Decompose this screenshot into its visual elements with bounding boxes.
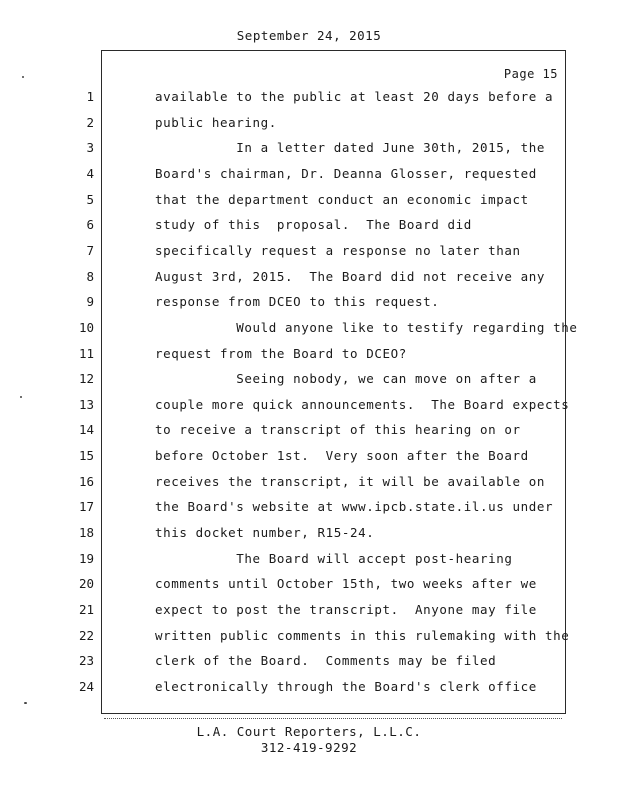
line-text: electronically through the Board's clerk office — [155, 678, 537, 694]
line-text: before October 1st. Very soon after the Board — [155, 448, 529, 464]
line-text: that the department conduct an economic impact — [155, 191, 529, 207]
line-number: 10 — [78, 319, 94, 335]
line-text: Seeing nobody, we can move on after a — [155, 371, 537, 387]
line-number: 7 — [86, 242, 94, 258]
line-text: this docket number, R15-24. — [155, 525, 375, 541]
line-text: public hearing. — [155, 114, 277, 130]
line-number: 14 — [78, 422, 94, 438]
line-text: to receive a transcript of this hearing on or — [155, 422, 521, 438]
line-number: 3 — [86, 140, 94, 156]
line-text: specifically request a response no later than — [155, 242, 521, 258]
line-text: Would anyone like to testify regarding the — [155, 319, 578, 335]
line-text: August 3rd, 2015. The Board did not receive any — [155, 268, 546, 284]
line-number: 11 — [78, 345, 94, 361]
footer-company: L.A. Court Reporters, L.L.C. — [196, 724, 422, 739]
line-number: 20 — [78, 576, 94, 592]
line-number: 6 — [86, 217, 94, 233]
line-text: study of this proposal. The Board did — [155, 217, 472, 233]
line-text: request from the Board to DCEO? — [155, 345, 407, 361]
scan-speck — [20, 396, 22, 398]
line-number: 1 — [86, 89, 94, 104]
scan-speck — [24, 702, 27, 704]
line-number: 24 — [78, 678, 94, 694]
line-number: 16 — [78, 473, 94, 489]
line-text: available to the public at least 20 days before a — [155, 89, 554, 104]
line-number: 18 — [78, 525, 94, 541]
scan-speck — [22, 76, 24, 78]
line-number: 19 — [78, 550, 94, 566]
line-number: 2 — [86, 114, 94, 130]
line-text: response from DCEO to this request. — [155, 294, 440, 310]
line-number: 23 — [78, 653, 94, 669]
line-number: 4 — [86, 165, 94, 181]
line-text: Board's chairman, Dr. Deanna Glosser, requested — [155, 165, 537, 181]
header-date: September 24, 2015 — [236, 28, 382, 43]
line-text: written public comments in this rulemaking with the — [155, 627, 570, 643]
line-text: couple more quick announcements. The Board expects — [155, 396, 570, 412]
line-text: In a letter dated June 30th, 2015, the — [155, 140, 546, 156]
line-text: The Board will accept post-hearing — [155, 550, 513, 566]
line-text: the Board's website at www.ipcb.state.il.us under — [155, 499, 554, 515]
frame-bottom-rule — [104, 718, 562, 719]
line-text: receives the transcript, it will be available on — [155, 473, 546, 489]
page-number: Page 15 — [503, 67, 558, 81]
line-number: 15 — [78, 448, 94, 464]
line-number: 9 — [86, 294, 94, 310]
line-number: 8 — [86, 268, 94, 284]
footer-phone: 312-419-9292 — [260, 740, 358, 755]
line-text: comments until October 15th, two weeks after we — [155, 576, 537, 592]
line-number: 13 — [78, 396, 94, 412]
line-number: 17 — [78, 499, 94, 515]
line-number: 21 — [78, 602, 94, 617]
line-number: 12 — [78, 371, 94, 387]
line-number: 5 — [86, 191, 94, 207]
line-text: expect to post the transcript. Anyone may file — [155, 602, 537, 617]
line-text: clerk of the Board. Comments may be filed — [155, 653, 497, 669]
line-number: 22 — [78, 627, 94, 643]
